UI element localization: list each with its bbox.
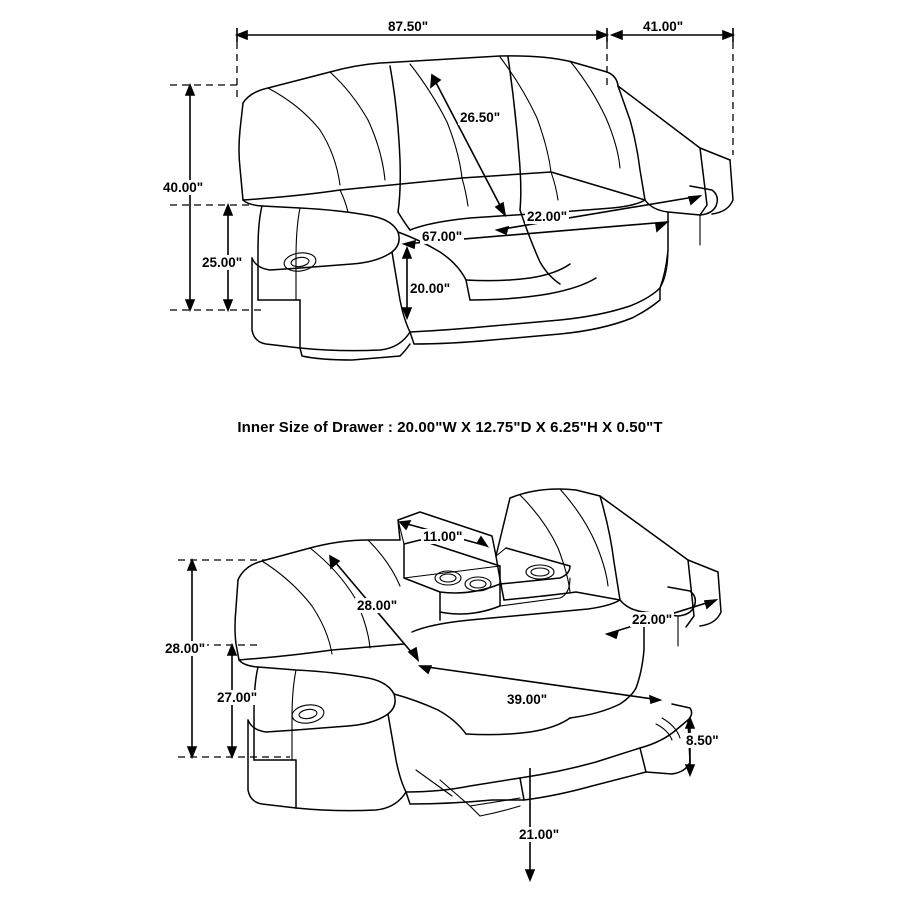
loveseat-extension-depth-dimension	[526, 768, 534, 880]
loveseat-seat-depth-label: 22.00"	[632, 612, 673, 627]
loveseat-height-dimension	[188, 560, 196, 757]
sofa-depth-label: 41.00"	[643, 19, 684, 34]
loveseat-footrest-height-label: 8.50"	[686, 733, 719, 748]
loveseat-recliner-handle	[291, 703, 325, 725]
sofa-extension-lines	[170, 42, 733, 310]
sofa-recliner-handle	[283, 251, 317, 273]
sofa-arm-height-label: 25.00"	[202, 255, 243, 270]
sofa-seat-height-label: 20.00"	[410, 281, 451, 296]
sofa-height-label: 40.00"	[163, 180, 204, 195]
sofa-back-cushion-dimension	[431, 75, 505, 215]
loveseat-extension-lines	[178, 560, 290, 757]
sofa-seat-depth-label: 22.00"	[527, 209, 568, 224]
sofa-height-dimension	[186, 85, 194, 310]
loveseat-arm-height-label: 27.00"	[217, 690, 258, 705]
loveseat-height-label: 28.00"	[165, 641, 206, 656]
loveseat-back-cushion-label: 28.00"	[357, 598, 398, 613]
sofa-drawing	[170, 28, 733, 360]
loveseat-drawing	[178, 489, 721, 880]
sofa-back-cushion-label: 26.50"	[460, 110, 501, 125]
sofa-width-label: 87.50"	[388, 19, 429, 34]
loveseat-extension-depth-label: 21.00"	[519, 827, 560, 842]
loveseat-console	[404, 540, 570, 620]
sofa-seat-width-label: 67.00"	[422, 229, 463, 244]
loveseat-console-width-label: 11.00"	[423, 529, 463, 544]
loveseat-seat-width-label: 39.00"	[507, 692, 548, 707]
drawer-size-note: Inner Size of Drawer : 20.00"W X 12.75"D X 6.25"H X 0.50"T	[237, 419, 663, 436]
